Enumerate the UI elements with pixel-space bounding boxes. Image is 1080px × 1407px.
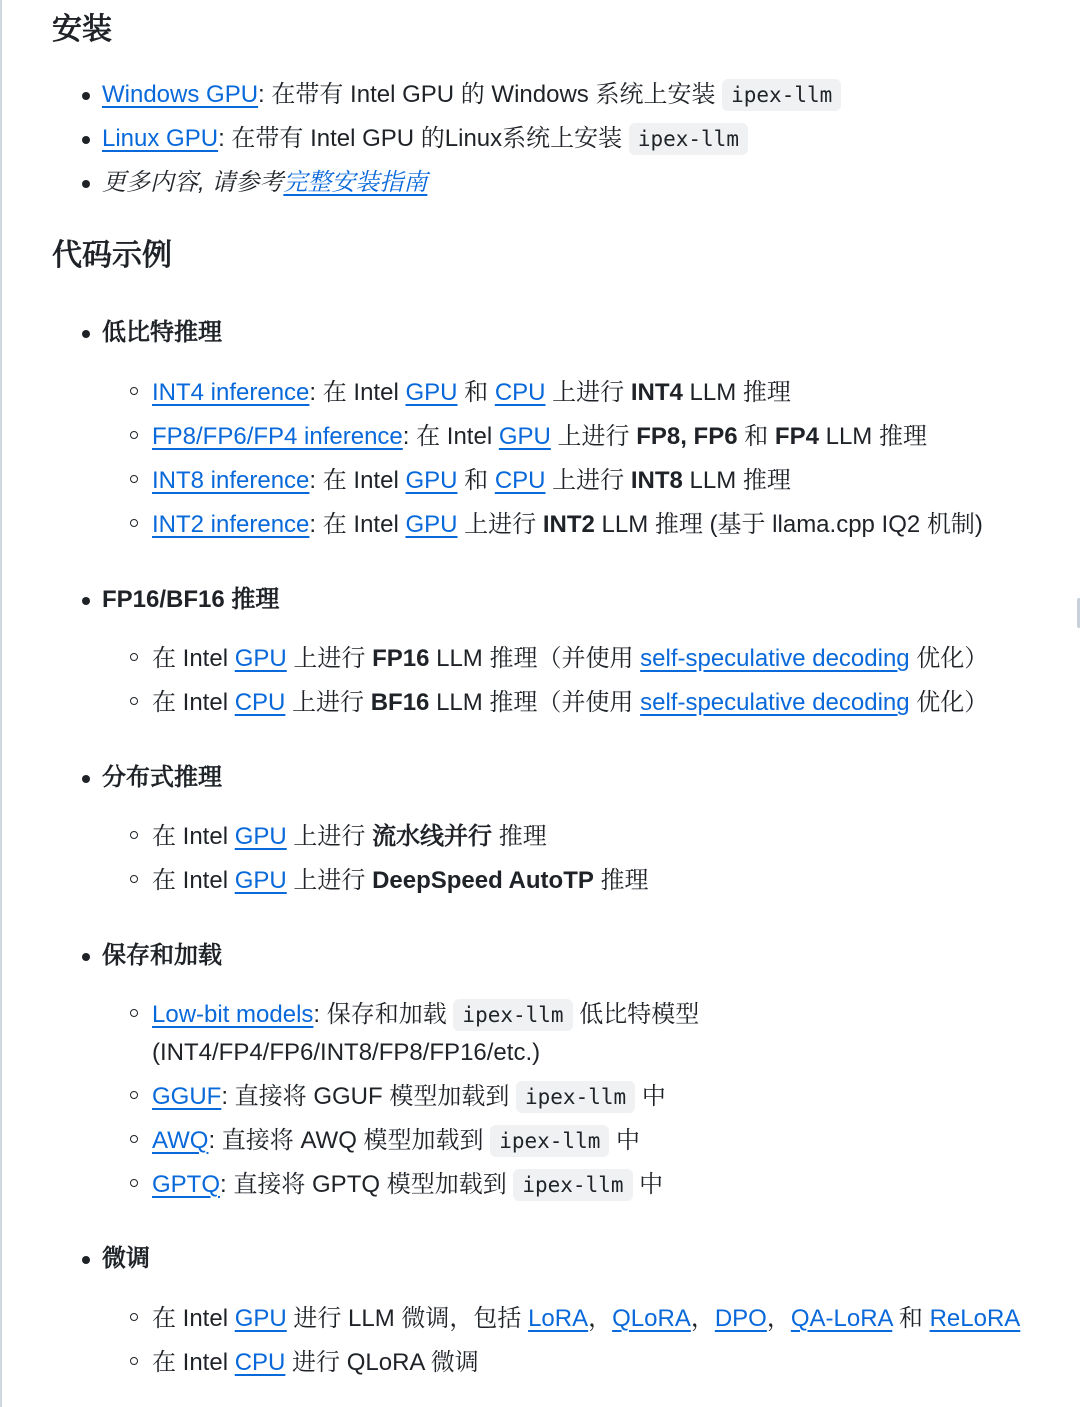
text: 进行 LLM 微调，包括 [286, 1305, 529, 1332]
section-fp16-title: FP16/BF16 推理 [102, 586, 280, 613]
gpu-link[interactable]: GPU [234, 823, 287, 850]
text: 在 Intel [152, 867, 235, 894]
bold-text: 流水线并行 [372, 823, 493, 850]
text: 上进行 [286, 867, 373, 894]
bullet [82, 180, 90, 188]
bullet [82, 1256, 90, 1264]
list-item-finetune-gpu [152, 1304, 1020, 1334]
text: LLM 推理 [818, 423, 927, 450]
text: 优化） [909, 645, 989, 672]
list-item-pipeline [152, 822, 547, 852]
list-item-awq [152, 1126, 640, 1156]
qlora-link[interactable]: QLoRA [612, 1305, 691, 1332]
left-border [0, 0, 2, 1407]
sub-bullet [130, 1357, 138, 1365]
separator: ， [588, 1305, 613, 1332]
cpu-link[interactable]: CPU [234, 689, 286, 716]
sub-bullet [130, 1091, 138, 1099]
sub-bullet [130, 475, 138, 483]
section-distributed-title: 分布式推理 [102, 764, 222, 791]
text: LLM 推理（并使用 [429, 645, 641, 672]
bullet [82, 597, 90, 605]
bold-text: FP16 [372, 645, 430, 672]
separator: ， [766, 1305, 791, 1332]
awq-link[interactable]: AWQ [152, 1127, 209, 1154]
text: 和 [457, 467, 495, 494]
gpu-link[interactable]: GPU [234, 1305, 287, 1332]
sub-bullet [130, 653, 138, 661]
qa-lora-link[interactable]: QA-LoRA [790, 1305, 893, 1332]
bullet [82, 330, 90, 338]
sub-bullet [130, 875, 138, 883]
text: 中 [609, 1127, 641, 1154]
bullet [82, 775, 90, 783]
text: 推理 [492, 823, 547, 850]
list-item-int4 [152, 378, 791, 408]
bullet [82, 92, 90, 100]
sub-bullet [130, 697, 138, 705]
cpu-link[interactable]: CPU [494, 467, 546, 494]
gpu-link[interactable]: GPU [234, 645, 287, 672]
int4-inference-link[interactable]: INT4 inference [152, 379, 310, 406]
text: 上进行 [285, 689, 371, 716]
bold-text: BF16 [370, 689, 430, 716]
dpo-link[interactable]: DPO [714, 1305, 767, 1332]
section-finetune-title: 微调 [102, 1245, 150, 1272]
text: 低比特模型 [572, 1001, 700, 1028]
text: LLM 推理 [682, 379, 791, 406]
text: 在 Intel [152, 1305, 235, 1332]
gpu-link[interactable]: GPU [498, 423, 551, 450]
install-guide-link[interactable]: 完整安装指南 [283, 169, 428, 196]
bold-text: INT8 [630, 467, 683, 494]
examples-heading: 代码示例 [52, 239, 172, 272]
text: : 直接将 GPTQ 模型加载到 [220, 1171, 514, 1198]
inline-code: ipex-llm [629, 123, 748, 155]
list-item-windows [102, 80, 841, 110]
inline-code: ipex-llm [513, 1169, 632, 1201]
cpu-link[interactable]: CPU [234, 1349, 286, 1376]
text: LLM 推理 (基于 llama.cpp IQ2 机制) [594, 511, 983, 538]
bold-text: DeepSpeed AutoTP [372, 867, 594, 894]
text: 上进行 [457, 511, 543, 538]
windows-gpu-link[interactable]: Windows GPU [102, 81, 259, 108]
gptq-link[interactable]: GPTQ [152, 1171, 221, 1198]
list-item-fp8 [152, 422, 927, 452]
gpu-link[interactable]: GPU [405, 467, 458, 494]
text: LLM 推理 [682, 467, 791, 494]
list-item-linux [102, 124, 748, 154]
text: : 在 Intel [309, 379, 406, 406]
int2-inference-link[interactable]: INT2 inference [152, 511, 310, 538]
list-item-fp16-gpu [152, 644, 988, 674]
list-item-lowbit-models-line2: (INT4/FP4/FP6/INT8/FP8/FP16/etc.) [152, 1039, 541, 1066]
sub-bullet [130, 1135, 138, 1143]
text: 上进行 [286, 823, 373, 850]
text: LLM 推理（并使用 [429, 689, 641, 716]
bullet [82, 136, 90, 144]
inline-code: ipex-llm [516, 1081, 635, 1113]
sub-bullet [130, 519, 138, 527]
list-item-text: : 在带有 Intel GPU 的Linux系统上安装 [218, 125, 629, 152]
bold-text: FP4 [774, 423, 819, 450]
gpu-link[interactable]: GPU [405, 511, 458, 538]
sub-bullet [130, 1009, 138, 1017]
text: 在 Intel [152, 1349, 235, 1376]
bullet [82, 953, 90, 961]
text: 进行 QLoRA 微调 [285, 1349, 479, 1376]
text: : 在 Intel [309, 467, 406, 494]
sub-bullet [130, 1179, 138, 1187]
gpu-link[interactable]: GPU [405, 379, 458, 406]
text: 上进行 [286, 645, 373, 672]
text: 推理 [593, 867, 649, 894]
bold-text: INT4 [630, 379, 683, 406]
text: 上进行 [545, 467, 631, 494]
text: 和 [892, 1305, 930, 1332]
install-heading: 安装 [52, 13, 112, 46]
text: 在 Intel [152, 689, 235, 716]
text: 上进行 [550, 423, 637, 450]
gguf-link[interactable]: GGUF [152, 1083, 222, 1110]
section-lowbit-title: 低比特推理 [102, 319, 222, 346]
linux-gpu-link[interactable]: Linux GPU [102, 125, 219, 152]
cpu-link[interactable]: CPU [494, 379, 546, 406]
text: 和 [457, 379, 495, 406]
bold-text: FP8, FP6 [636, 423, 738, 450]
text: : 在 Intel [309, 511, 406, 538]
inline-code: ipex-llm [722, 79, 841, 111]
text: 中 [632, 1171, 664, 1198]
text: 上进行 [545, 379, 631, 406]
text: : 直接将 GGUF 模型加载到 [221, 1083, 516, 1110]
section-saveload-title: 保存和加载 [102, 942, 222, 969]
sub-bullet [130, 387, 138, 395]
list-item-bf16-cpu [152, 688, 988, 718]
list-item-deepspeed [152, 866, 649, 896]
inline-code: ipex-llm [453, 999, 572, 1031]
int8-inference-link[interactable]: INT8 inference [152, 467, 310, 494]
list-item-int8 [152, 466, 791, 496]
list-item-lowbit-models [152, 1000, 699, 1030]
list-item-finetune-cpu [152, 1348, 479, 1378]
text: : 直接将 AWQ 模型加载到 [208, 1127, 491, 1154]
fp8-inference-link[interactable]: FP8/FP6/FP4 inference [152, 423, 403, 450]
separator: ， [690, 1305, 715, 1332]
text: : 在 Intel [402, 423, 499, 450]
list-item-int2 [152, 510, 983, 540]
text: 和 [737, 423, 775, 450]
list-item-gguf [152, 1082, 666, 1112]
list-item-gptq [152, 1170, 663, 1200]
list-item-more [102, 168, 427, 198]
sub-bullet [130, 431, 138, 439]
text: 在 Intel [152, 645, 235, 672]
relora-link[interactable]: ReLoRA [929, 1305, 1021, 1332]
text: 优化） [909, 689, 989, 716]
low-bit-models-link[interactable]: Low-bit models [152, 1001, 314, 1028]
inline-code: ipex-llm [490, 1125, 609, 1157]
text: : 保存和加载 [313, 1001, 454, 1028]
sub-bullet [130, 831, 138, 839]
list-item-text: 更多内容, 请参考 [102, 169, 284, 196]
gpu-link[interactable]: GPU [234, 867, 287, 894]
list-item-text: : 在带有 Intel GPU 的 Windows 系统上安装 [258, 81, 723, 108]
lora-link[interactable]: LoRA [528, 1305, 589, 1332]
text: 中 [635, 1083, 666, 1110]
bold-text: INT2 [542, 511, 595, 538]
text: 在 Intel [152, 823, 235, 850]
self-speculative-decoding-link[interactable]: self-speculative decoding [640, 645, 910, 672]
self-speculative-decoding-link[interactable]: self-speculative decoding [640, 689, 910, 716]
sub-bullet [130, 1313, 138, 1321]
